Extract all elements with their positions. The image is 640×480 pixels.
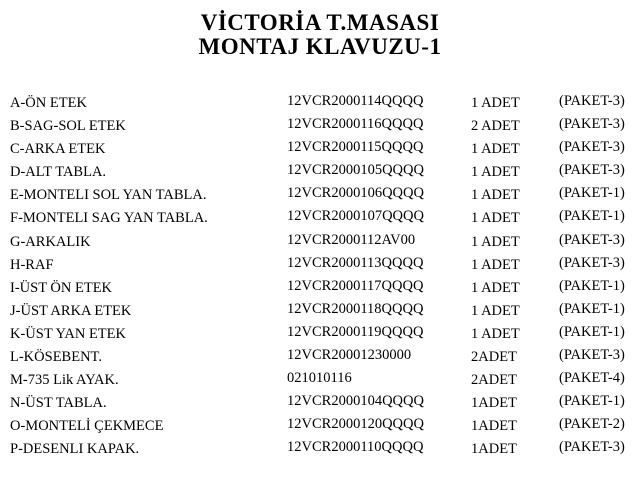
- part-quantity: 1 ADET: [471, 233, 520, 250]
- part-code: 12VCR2000117QQQQ: [287, 277, 424, 294]
- part-quantity: 1ADET: [471, 395, 517, 412]
- part-quantity: 1 ADET: [471, 302, 520, 319]
- part-code: 12VCR2000118QQQQ: [287, 300, 424, 317]
- part-code: 12VCR2000107QQQQ: [287, 208, 424, 225]
- document-title: VİCTORİA T.MASASI: [200, 10, 440, 35]
- part-name: E-MONTELI SOL YAN TABLA.: [10, 187, 207, 204]
- part-package: (PAKET-1): [559, 277, 625, 294]
- part-quantity: 1ADET: [471, 418, 517, 435]
- part-code: 12VCR2000106QQQQ: [287, 185, 424, 202]
- document-subtitle: MONTAJ KLAVUZU-1: [198, 34, 442, 59]
- part-quantity: 1 ADET: [471, 256, 520, 273]
- part-package: (PAKET-3): [559, 254, 625, 271]
- part-package: (PAKET-3): [559, 116, 625, 133]
- part-name: M-735 Lik AYAK.: [10, 372, 119, 389]
- part-quantity: 1 ADET: [471, 279, 520, 296]
- part-code: 12VCR2000115QQQQ: [287, 139, 424, 156]
- part-code: 12VCR2000120QQQQ: [287, 416, 424, 433]
- part-quantity: 2 ADET: [471, 118, 520, 135]
- part-package: (PAKET-3): [559, 93, 625, 109]
- part-package: (PAKET-1): [559, 208, 625, 225]
- part-package: (PAKET-3): [559, 231, 625, 248]
- part-package: (PAKET-4): [559, 370, 625, 387]
- part-package: (PAKET-2): [559, 416, 625, 433]
- part-row: [0, 439, 640, 465]
- part-code: 12VCR2000114QQQQ: [287, 93, 424, 109]
- part-name: F-MONTELI SAG YAN TABLA.: [10, 210, 208, 227]
- part-name: H-RAF: [10, 256, 54, 273]
- part-code: 12VCR2000104QQQQ: [287, 393, 424, 410]
- part-quantity: 1 ADET: [471, 210, 520, 227]
- part-name: D-ALT TABLA.: [10, 164, 107, 181]
- part-package: (PAKET-3): [559, 439, 625, 456]
- part-name: P-DESENLI KAPAK.: [10, 441, 140, 458]
- part-code: 12VCR2000112AV00: [287, 231, 416, 248]
- part-code: 12VCR2000110QQQQ: [287, 439, 424, 456]
- part-code: 12VCR2000116QQQQ: [287, 116, 424, 133]
- part-package: (PAKET-3): [559, 139, 625, 156]
- part-package: (PAKET-3): [559, 162, 625, 179]
- part-name: C-ARKA ETEK: [10, 141, 106, 158]
- part-quantity: 2ADET: [471, 349, 517, 366]
- parts-list: [0, 93, 640, 466]
- part-quantity: 1 ADET: [471, 95, 520, 111]
- part-name: O-MONTELİ ÇEKMECE: [10, 418, 164, 435]
- part-name: J-ÜST ARKA ETEK: [10, 302, 132, 319]
- part-quantity: 1 ADET: [471, 164, 520, 181]
- part-quantity: 1 ADET: [471, 325, 520, 342]
- part-name: A-ÖN ETEK: [10, 95, 87, 111]
- part-name: I-ÜST ÖN ETEK: [10, 279, 113, 296]
- part-name: N-ÜST TABLA.: [10, 395, 107, 412]
- part-name: B-SAG-SOL ETEK: [10, 118, 126, 135]
- part-quantity: 2ADET: [471, 372, 517, 389]
- part-package: (PAKET-1): [559, 323, 625, 340]
- part-package: (PAKET-1): [559, 393, 625, 410]
- part-quantity: 1 ADET: [471, 141, 520, 158]
- part-code: 12VCR2000119QQQQ: [287, 323, 424, 340]
- part-code: 12VCR2000105QQQQ: [287, 162, 424, 179]
- part-quantity: 1ADET: [471, 441, 517, 458]
- part-name: G-ARKALIK: [10, 233, 91, 250]
- part-code: 021010116: [287, 370, 352, 387]
- part-name: L-KÖSEBENT.: [10, 349, 102, 366]
- part-code: 12VCR2000113QQQQ: [287, 254, 424, 271]
- part-quantity: 1 ADET: [471, 187, 520, 204]
- part-package: (PAKET-1): [559, 300, 625, 317]
- part-package: (PAKET-3): [559, 347, 625, 364]
- part-code: 12VCR20001230000: [287, 347, 412, 364]
- part-package: (PAKET-1): [559, 185, 625, 202]
- part-name: K-ÜST YAN ETEK: [10, 325, 126, 342]
